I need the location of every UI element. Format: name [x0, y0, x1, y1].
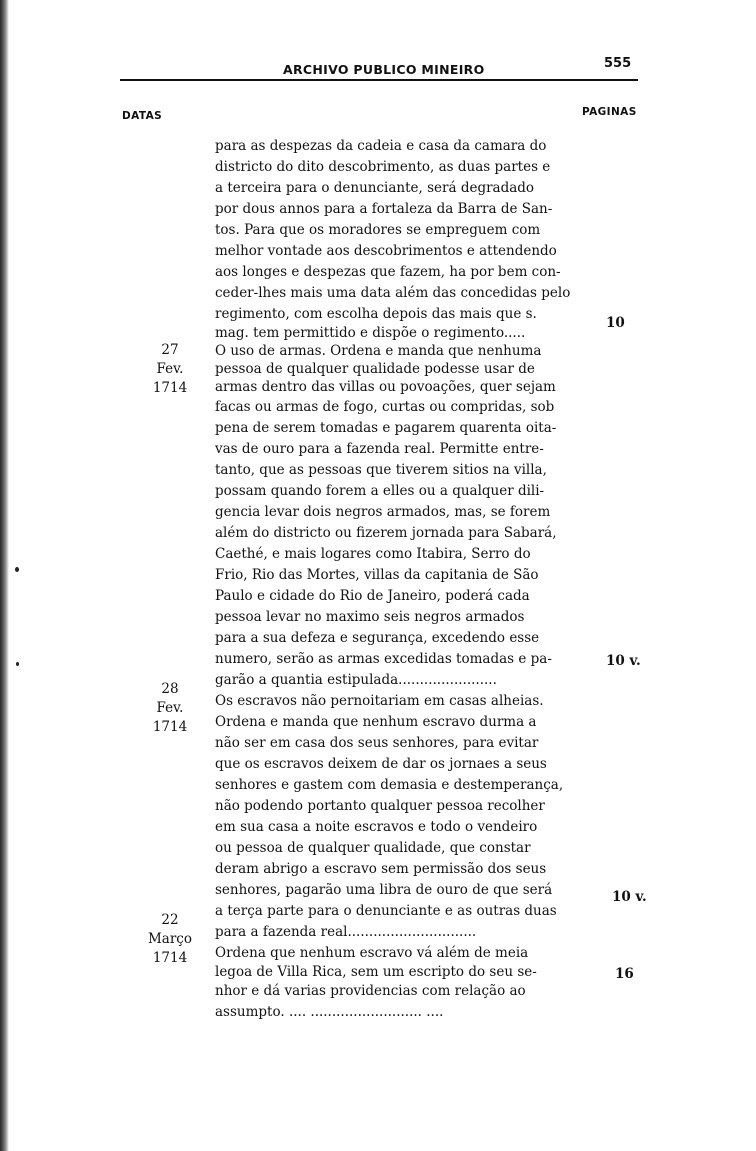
text-line: Frio, Rio das Mortes, villas da capitania de São	[215, 567, 539, 583]
scan-speck	[15, 567, 19, 572]
text-line: Os escravos não pernoitariam em casas alheias.	[215, 693, 544, 709]
text-line: O uso de armas. Ordena e manda que nenhuma	[215, 343, 542, 359]
text-line: garão a quantia estipulada.......................	[215, 672, 497, 688]
date-month: Fev.	[156, 361, 184, 377]
text-line: possam quando forem a elles ou a qualquer dili-	[215, 483, 545, 499]
text-line: em sua casa a noite escravos e todo o vendeiro	[215, 819, 538, 835]
text-line: ou pessoa de qualquer qualidade, que constar	[215, 840, 531, 856]
text-line: senhores e gastem com demasia e destemperança,	[215, 777, 564, 793]
page-reference: 10	[606, 315, 625, 331]
text-line: regimento, com escolha depois das mais que s.	[215, 306, 537, 322]
text-line: não podendo portanto qualquer pessoa recolher	[215, 798, 545, 814]
text-line: facas ou armas de fogo, curtas ou compridas, sob	[215, 399, 555, 415]
date-day: 28	[161, 681, 179, 697]
text-line: vas de ouro para a fazenda real. Permitte entre-	[215, 441, 544, 457]
column-heading-datas: DATAS	[122, 110, 163, 122]
date-day: 27	[161, 342, 179, 358]
text-line: Caethé, e mais logares como Itabira, Serro do	[215, 546, 531, 562]
text-line: Ordena e manda que nenhum escravo durma a	[215, 714, 537, 730]
text-line: mag. tem permittido e dispõe o regimento.....	[215, 325, 526, 341]
page-reference: 10 v.	[606, 653, 641, 669]
text-line: a terceira para o denunciante, será degradado	[215, 180, 535, 196]
scan-binding-edge	[0, 0, 9, 1151]
text-line: melhor vontade aos descobrimentos e attendendo	[215, 243, 557, 259]
text-line: aos longes e despezas que fazem, ha por bem con-	[215, 264, 561, 280]
text-line: tanto, que as pessoas que tiverem sitios na villa,	[215, 462, 547, 478]
page-number: 555	[604, 56, 632, 71]
text-line: pena de serem tomadas e pagarem quarenta oita-	[215, 420, 557, 436]
text-line: assumpto. .... .......................... ....	[215, 1004, 444, 1020]
text-line: districto do dito descobrimento, as duas partes e	[215, 159, 551, 175]
text-line: para as despezas da cadeia e casa da camara do	[215, 138, 547, 154]
text-line: armas dentro das villas ou povoações, quer sejam	[215, 379, 556, 395]
text-line: a terça parte para o denunciante e as outras duas	[215, 903, 557, 919]
scan-speck	[16, 662, 19, 666]
text-line: deram abrigo a escravo sem permissão dos seus	[215, 861, 547, 877]
text-line: senhores, pagarão uma libra de ouro de que será	[215, 882, 553, 898]
running-header-title: ARCHIVO PUBLICO MINEIRO	[283, 62, 485, 77]
date-day: 22	[161, 912, 179, 928]
date-month: Março	[147, 931, 192, 947]
text-line: Ordena que nenhum escravo vá além de meia	[215, 945, 529, 961]
text-line: gencia levar dois negros armados, mas, se forem	[215, 504, 551, 520]
text-line: para a fazenda real..............................	[215, 924, 477, 940]
text-line: para a sua defeza e segurança, excedendo esse	[215, 630, 540, 646]
text-line: não ser em casa dos seus senhores, para evitar	[215, 735, 539, 751]
text-line: legoa de Villa Rica, sem um escripto do seu se-	[215, 964, 537, 980]
page-reference: 16	[615, 966, 634, 982]
text-line: tos. Para que os moradores se empreguem com	[215, 222, 541, 238]
date-month: Fev.	[156, 700, 184, 716]
text-line: ceder-lhes mais uma data além das concedidas pelo	[215, 285, 571, 301]
text-line: além do districto ou fizerem jornada para Sabará,	[215, 525, 557, 541]
column-heading-paginas: PAGINAS	[582, 106, 637, 118]
text-line: por dous annos para a fortaleza da Barra de San-	[215, 201, 553, 217]
date-year: 1714	[152, 719, 188, 735]
text-line: numero, serão as armas excedidas tomadas e pa-	[215, 651, 552, 667]
text-line: que os escravos deixem de dar os jornaes a seus	[215, 756, 547, 772]
text-line: pessoa de qualquer qualidade podesse usar de	[215, 361, 535, 377]
date-year: 1714	[152, 380, 188, 396]
text-line: pessoa levar no maximo seis negros armados	[215, 609, 525, 625]
text-line: nhor e dá varias providencias com relação ao	[215, 983, 526, 999]
date-year: 1714	[152, 950, 188, 966]
text-line: Paulo e cidade do Rio de Janeiro, poderá cada	[215, 588, 530, 604]
page-reference: 10 v.	[612, 889, 647, 905]
header-rule	[120, 79, 638, 81]
